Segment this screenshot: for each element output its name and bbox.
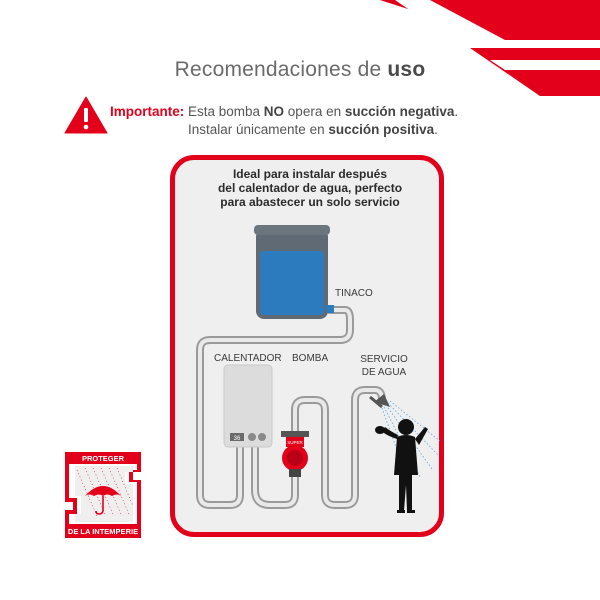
notice-line-2 <box>188 122 438 137</box>
person-illustration <box>375 419 428 513</box>
notice-text: Esta bomba <box>184 104 264 119</box>
pump-illustration <box>281 431 309 477</box>
pump-label: BOMBA <box>292 353 329 364</box>
notice-label: Importante: <box>110 104 185 119</box>
badge-bottom-label: DE LA INTEMPERIE <box>67 527 139 536</box>
notice-line-1 <box>110 104 458 119</box>
notice-no: NO <box>263 104 285 119</box>
heater-display: 36 <box>233 436 241 442</box>
installation-diagram <box>170 155 444 537</box>
title-emphasis: uso <box>387 58 426 81</box>
notice-positive-suction: succión positiva <box>328 122 435 137</box>
page-title <box>0 58 600 82</box>
notice-negative-suction: succión negativa <box>344 104 455 119</box>
heater-label: CALENTADOR <box>214 353 282 364</box>
water-heater-illustration <box>224 365 272 447</box>
notice-text: . <box>454 104 459 119</box>
badge-top-label: PROTEGER <box>81 454 125 463</box>
diagram-title <box>200 167 420 209</box>
diagram-title-line: para abastecer un solo servicio <box>220 195 400 209</box>
tank-label: TINACO <box>335 288 373 299</box>
tank-illustration <box>254 225 334 319</box>
notice-text: . <box>434 122 438 137</box>
water-service-label-line: DE AGUA <box>361 367 407 378</box>
notice-text: opera en <box>284 104 345 119</box>
water-service-label <box>354 353 414 379</box>
water-service-label-line: SERVICIO <box>360 354 408 365</box>
notice-text: Instalar únicamente en <box>188 122 329 137</box>
title-prefix: Recomendaciones de <box>174 58 388 81</box>
weather-protection-badge <box>63 450 143 540</box>
diagram-title-line: del calentador de agua, perfecto <box>217 181 403 195</box>
warning-triangle-icon <box>64 96 108 134</box>
pump-brand: SUPER <box>287 440 303 445</box>
diagram-title-line: Ideal para instalar después <box>232 167 388 181</box>
